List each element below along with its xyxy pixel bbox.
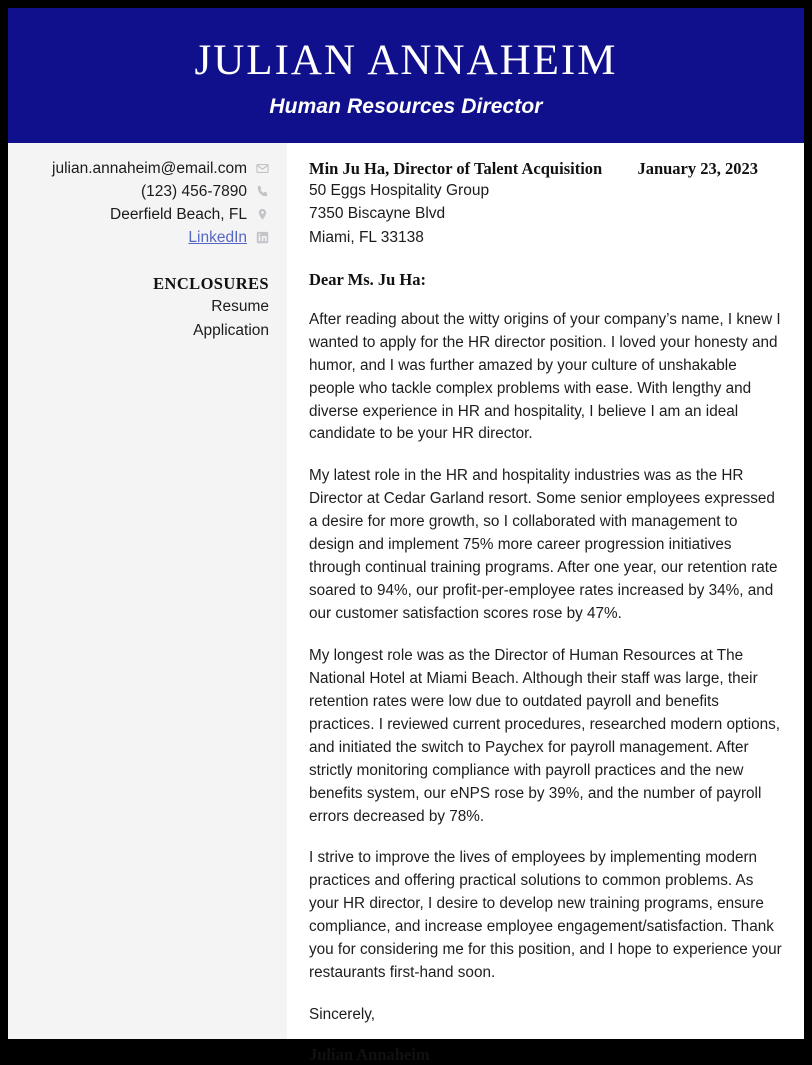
letter-content [287,143,804,1065]
enclosures-heading: ENCLOSURES [153,274,269,293]
linkedin-link-text[interactable]: LinkedIn [188,228,247,246]
letter-paragraph-1: After reading about the witty origins of your company’s name, I knew I wanted to apply for the HR director position. I loved your honesty and humor, and I was further amazed by your culture of unshakable people who tackle complex problems with ease. With lengthy and diverse experience in HR and hospitality, I believe I am an ideal candidate to be your HR director. [309,310,781,443]
applicant-name: JULIAN ANNAHEIM [194,37,618,85]
recipient-header [309,159,782,179]
sidebar [8,143,287,1039]
closing-line: Sincerely, [309,1006,376,1024]
phone-icon [256,185,269,198]
letter-paragraph-3: My longest role was as the Director of Human Resources at The National Hotel at Miami Beach. Although their staff was large, their retention rates were low due to outdated payroll and benefits practices. I reviewed current procedures, researched modern options, and initiated the switch to Paychex for payroll management. After strictly monitoring compliance with payroll practices and the new benefits system, our eNPS rose by 39%, and the number of payroll errors decreased by 78%. [309,646,781,825]
recipient-address-line-1: 50 Eggs Hospitality Group [309,182,490,199]
enclosure-item-application: Application [193,321,269,339]
envelope-icon [256,162,269,175]
letter-body [8,143,804,1065]
cover-letter-page [8,8,804,1065]
letterhead-banner [8,8,804,143]
location-pin-icon [256,208,269,221]
letter-date: January 23, 2023 [637,159,758,178]
recipient-name: Min Ju Ha, Director of Talent Acquisition [309,159,603,178]
contact-item-linkedin[interactable] [18,226,269,249]
letter-paragraph-4: I strive to improve the lives of employees by implementing modern practices and offering practical solutions to common problems. As your HR director, I desire to develop new training programs, ensure compliance, and increase employee engagement/satisfaction. Thank you for considering me for this position, and I hope to experience your restaurants first-hand soon. [309,849,782,982]
contact-email-text: julian.annaheim@email.com [52,159,247,177]
contact-item-phone [18,180,269,203]
letter-paragraph-2: My latest role in the HR and hospitality industries was as the HR Director at Cedar Garland resort. Some senior employees expressed a desire for more growth, so I collaborated with management to design and implement 75% more career progression initiatives through continual training programs. After one year, our retention rate soared to 94%, our profit-per-employee rates increased by 34%, and our customer satisfaction scores rose by 47%. [309,467,778,622]
linkedin-icon[interactable] [256,231,269,244]
contact-item-email [18,157,269,180]
enclosures-section [18,274,269,342]
contact-location-text: Deerfield Beach, FL [110,205,247,223]
recipient-address-line-2: 7350 Biscayne Blvd [309,205,446,223]
applicant-job-title: Human Resources Director [269,94,543,118]
contact-phone-text: (123) 456-7890 [141,182,247,200]
contact-list [18,157,269,249]
salutation: Dear Ms. Ju Ha: [309,269,427,289]
enclosure-item-resume: Resume [211,298,269,315]
signature-name: Julian Annaheim [309,1045,430,1065]
recipient-address-line-3: Miami, FL 33138 [309,228,424,246]
contact-item-location [18,203,269,226]
